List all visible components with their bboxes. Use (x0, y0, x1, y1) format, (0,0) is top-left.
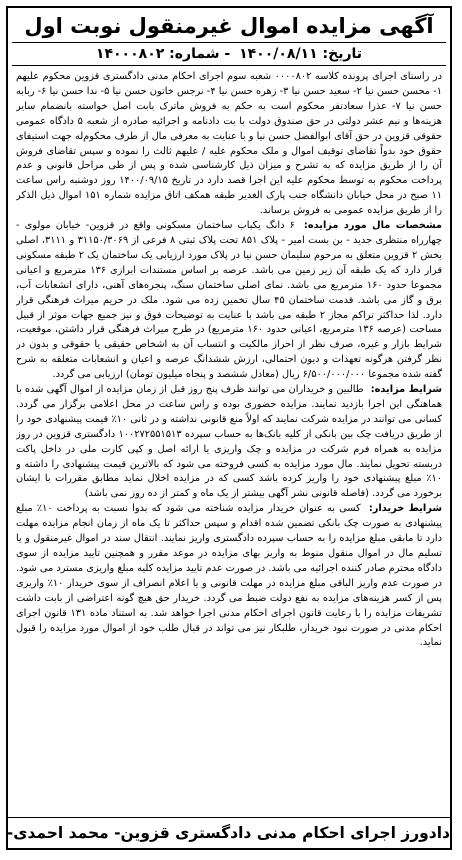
specs-text: ۶ دانگ یکباب ساختمان مسکونی واقع در قزوین- خیابان مولوی - چهارراه منتظری جدید - بن بست امیر - پلاک ۸۵۱ تحت پلاک ثبتی ۸ فرعی از ۳۱۱۵۰/۳۰۶۹ و ۳۱۱۱، اصلی بخش ۲ قزوین متعلق به مرحوم سلیمان حسن نیا در پلاک مورد ارزیابی یک ساختمان یک ۲ طبقه مسکونی قرار دارد که یک طبقه آن زیر زمین می باشد. عرصه بر اساس مستندات ابرازی ۱۳۶ مترمربع و اعیانی مجموعا حدود ۱۶۰ مترمربع می باشد. نمای اصلی ساختمان سنگ، پنجره‌های آهنی، دارای انشعابات آب، برق و گاز می باشد. قدمت ساختمان ۴۵ سال تخمین زده می شود. ملک در حریم میراث فرهنگی قرار دارد. لذا حداکثر تراکم مجاز ۲ طبقه می باشد با عنایت به توضیحات فوق و نیز جمیع جهات موثر از قبیل مساحت (عرصه ۱۳۶ مترمربع، اعیانی حدود ۱۶۰ مترمربع) در طرح میراث فرهنگی قرار داشتن، موقعیت، شرایط بازار و غیره، صرف نظر از احراز مالکیت و انتساب آن به اشخاص حقیقی یا حقوقی و بدون در نظر گرفتن هرگونه تعهدات و دیون احتمالی، ارزش ششدانگ عرصه و اعیان و انشعابات متعلقه به شرح گفته شده مجموعا ۶/۵۰۰/۰۰۰/۰۰۰ ریال (معادل ششصد و پنجاه میلیون تومان) ارزیابی می گردد. (16, 220, 442, 381)
buyer-text: کسی به عنوان خریدار مزایده شناخته می شود که بدوا نسبت به پرداخت ۱۰٪ مبلغ پیشنهادی به صورت چک بانکی تضمین شده اقدام و سپس حداکثر تا یک ماه از زمان انجام مزایده مهلت دارد تا مابقی مبلغ مزایده را به حساب سپرده دادگستری واریز نمایند. انتقال سند در اموال غیرمنقول و یا تسلیم مال در اموال منقول منوط به واریز بهای مزایده در موعد مقرر و همچنین تایید مزایده از سوی دادگاه محترم صادر کننده اجرائیه می باشد. در صورت عدم تایید مزایده کلیه مبلغ واریزی مسترد می شود. در صورت عدم واریز الباقی مبلغ مزایده در مهلت قانونی و یا اعلام انصراف از سوی خریدار ۱۰٪ واریزی پس از کسر هزینه‌های مزایده به نفع دولت ضبط می گردد. خریدار حق هیچ گونه اعتراضی از بابت داشت تشریفات مزایده را با رعایت قانون اجرای احکام مدنی اجرا خواهد شد. به استناد ماده ۱۳۱ قانون اجرای احکام مدنی در صورت نبود خریدار، طلبکار نیز می تواند در قبال طلب خود از اموال مورد مزایده را قبول نماید. (16, 503, 442, 649)
conditions-text: طالبین و خریداران می توانند ظرف پنج روز قبل از زمان مزایده از اموال آگهی شده با هماهنگی این اجرا بازدید نمایند. مزایده حضوری بوده و راس ساعت در محل اعلامی برگزار می گردد. کسانی می توانند در مزایده شرکت نمایند که اولاً منع قانونی نداشته و در ثانی ۱۰٪ قیمت پیشنهادی خود را از طریق دریافت چک بین بانکی از کلیه بانک‌ها به حساب سپرده ۱۰۰۲۷۲۵۵۱۵۱۳ دادگستری قزوین در روز مزایده به همراه فرم شرکت در مزایده و چک واریزی یا ارائه اصل و کپی کارت ملی در داخل پاکت دربسته تحویل نمایند. مال مورد مزایده به کسی فروخته می شود که بالاترین قیمت پیشنهادی را داشته و ۱۰٪ مبلغ پیشنهادی خود را واریز کرده باشد کسی که در مزایده اخلال نماید مطابق مقررات با ایشان برخورد می گردد. (فاصله قانونی نشر آگهی بیشتر از یک ماه و کمتر از ده روز نمی باشد) (16, 384, 442, 500)
intro-paragraph: در راستای اجرای پرونده کلاسه ۰۰۰۰۸۰۲ شعبه سوم اجرای احکام مدنی دادگستری قزوین محکوم علیهم ۱- محسن حسن نیا ۲- سعید حسن نیا ۳- زهره حسن نیا ۴- نرجس خاتون حسن نیا ۵- ندا حسن نیا ۶- ربابه حسن نیا ۷- عذرا سعادتفر محکوم است به حکم به فروش ماترک بابت اصل خواسته بانضمام سایر هزینه‌ها و نیم عشر دولتی در حق صندوق دولت با بت دادنامه و اجرائیه صادره از شعبه ۵ دادگاه عمومی حقوقی قزوین در حق آقای ابوالفضل حسن نیا و با عنایت به معرفی مال از طرف محکوم‌له جهت استیفای حقوق خود بدواً تقاضای توقیف اموال و ملک محکوم علیه / علیهم ثالث را نموده و سپس تقاضای فروش آن را از طریق مزایده که به تشرح و میزان ذیل کارشناسی شده و پس از طی مراحل قانونی و عدم پرداخت محکوم به توسط محکوم علیه این اجرا قصد دارد در تاریخ ۱۴۰۰/۰۹/۱۵ روز دوشنبه راس ساعت ۱۱ صبح در محل خیابان دانشگاه جنب پارک الغدیر طبقه همکف اتاق مزایده شماره ۱۵۱ اموال ذیل الذکر را از طریق مزایده عمومی به فروش برساند. (16, 71, 442, 217)
buyer-paragraph (16, 502, 442, 651)
specs-paragraph (16, 219, 442, 383)
notice-date: تاریخ: ۱۴۰۰/۰۸/۱۱ (239, 46, 363, 62)
conditions-heading: شرایط مزایده: (370, 384, 442, 396)
signature-line: دادورز اجرای احکام مدنی دادگستری قزوین- محمد احمدی- (8, 817, 450, 848)
date-number-row (12, 42, 446, 66)
buyer-heading: شرایط خریدار: (368, 503, 442, 515)
notice-body (16, 70, 442, 651)
notice-number: - شماره: ۱۴۰۰۰۸۰۲ (95, 46, 231, 62)
specs-heading: مشخصات مال مورد مزایده: (303, 220, 442, 232)
notice-frame (6, 6, 452, 850)
conditions-paragraph (16, 383, 442, 502)
notice-title: آگهی مزایده اموال غیرمنقول نوبت اول (24, 14, 434, 38)
